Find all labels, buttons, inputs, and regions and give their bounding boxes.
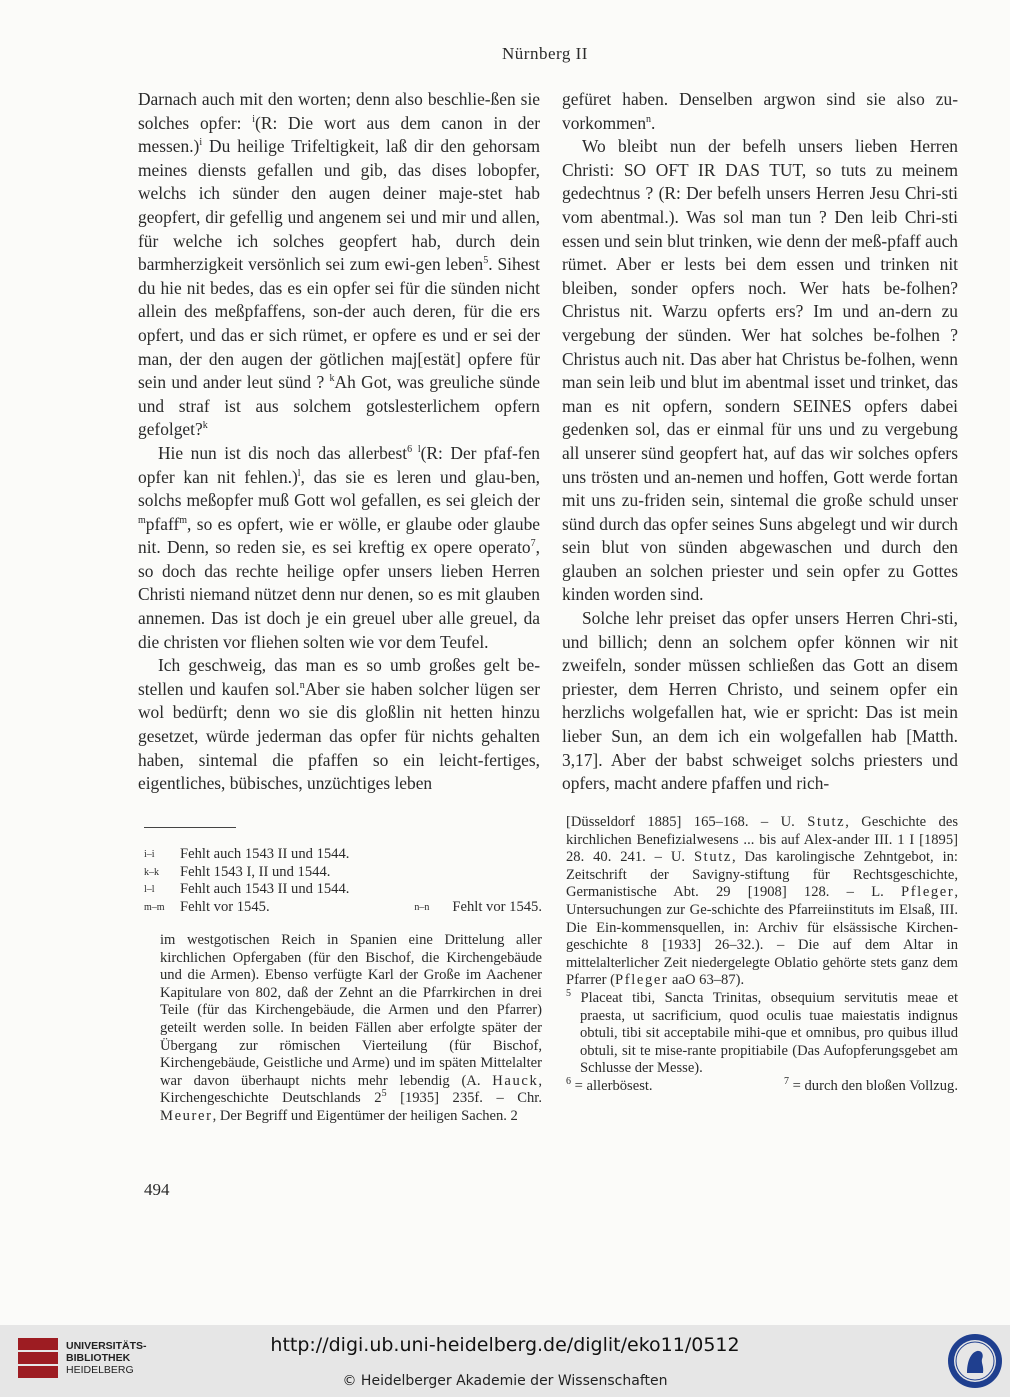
copyright-notice: © Heidelberger Akademie der Wissenschaften [342,1373,668,1389]
running-header: Nürnberg II [502,44,588,63]
main-text-left-column: Darnach auch mit den worten; denn also beschlie-ßen sie solches opfer: $^i$(R: Die wort aus dem canon in der messen.)$^i$ Du heilige Trifeltigkeit, laß dir den gehorsam meines diensts gefallen und gib, das dises lobopfer, welchs ich sünder den augen deiner maje-stet hab geopfert, dir gefellig und angenem sei und mir und allen, für welche ich solches geopfert hab, durch dein barmherzigkeit versönlich sei zum ewi-gen leben$^5$. Sihest du hie nit bedes, das es ein opfer sei für die sünden nicht allein des meßpfaffens, son-der auch deren, für die ers opfert, und das er sich rümet, er opfere es und er sei der man, der den augen der götlichen maj[estät] opfere für sein und ander leut sünd ? $^k$Ah Got, was greuliche sünde und straf ist aus solchem gotslesterlichem opfern gefolget?$^k$ Hie nun ist dis noch das allerbest$^{6 l}$(R: Der pfaf-fen opfer kan nit fehlen.)$^l$, das sie es leren und glau-ben, solchs meßopfer muß Gott wol gefallen, es sei gleich der $^m$pfaff$^m$, so es opfert, wie er wölle, er glaube oder glaube nit. Denn, so reden sie, es sei kreftig ex opere operato$^7$, so doch das rechte heilige opfer unsers lieben Herren Christi niemand nützet denn nur denen, so es mit glauben annemen. Das ist doch je ein greuel uber alle greuel, da die christen vor fliehen solten wie vor dem Teufel. Ich geschweig, das man es so umb großes gelt be-stellen und kaufen sol.$^n$Aber sie haben solcher lügen ser wol bedürft; denn wo sie dis gloßlin nit hetten hinzu gesetzet, würde jederman das opfer für nichts gehalten haben, sintemal die pfaffen so ein leicht-fertiges, eigentliches, bübisches, unzüchtiges leben [138,89,541,794]
footnote-left-column: im westgotischen Reich in Spanien eine Drittelung aller kirchlichen Opfergaben (für den Bischof, die Kirchengebäude und die Armen). Ebenso verfügte Karl der Große im Aachener Kapitulare von 802, daß der Zehnt an die Pfarrkirchen in drei Teile (für das Kirchengebäude, die Armen und den Pfarrer) geteilt werden solle. In beiden Fällen aber erfolgte später der Übergang zur römischen Vierteilung (für Bischof, Kirchengebäude, Geistliche und Arme) und im späten Mittelalter war davon überhaupt nichts mehr lebendig (A. Hauck, Kirchengeschichte Deutschlands $2^5$ [1935] 235f. – Chr. Meurer, Der Begriff und Eigentümer der heiligen Sachen. 2 [160,932,542,1124]
footnote-divider [144,827,236,828]
textual-notes: i–i Fehlt auch 1543 II und 1544. k–k Fehlt 1543 I, II und 1544. l–l Fehlt auch 1543 II und 1544. m–m Fehlt vor 1545. n–n Fehlt vor 1545. [144,846,542,915]
logo-line-1: UNIVERSITÄTS- [66,1340,147,1352]
main-text-right-column: gefüret haben. Denselben argwon sind sie also zu-vorkommen$^n$. Wo bleibt nun der befelh unsers lieben Herren Christi: SO OFT IR DAS TUT, so tuts zu meinem gedechtnus ? (R: Der befelh unsers Herren Jesu Chri-sti vom abentmal.). Was sol man tun ? Den leib Chri-sti essen und sein blut trinken, wie denn der meß-pfaff auch rümet. Aber er lests bei dem essen und trinken nit bleiben, sonder opfers noch. Wer hats be-folhen? Christus nit. Warzu opferts ers? Im und an-dern zu vergebung der sünden. Wer hat solches be-folhen ? Christus auch nit. Das aber hat Christus be-folhen, wenn man sein leib und blut im abentmal isset und trinket, das man es nit opfern, sondern SEINES opfers dabei gedenken sol, das er einmal für uns und zu vergebung all unserer sünd geopfert hat, auf das wir solches opfers uns trösten und an-nemen und hoffen, Gott werde fortan mit uns zu-friden sein, sintemal die große schuld unser sünd durch das opfer seines Suns abgelegt und wir durch sein blut von sünden abgewaschen und durch den glauben an solchen priester und sein opfer zu Gottes kinden worden sind. Solche lehr preiset das opfer unsers Herren Chri-sti, und billich; denn an solchem opfer können wir nit zweifeln, sonder müssen schließen das Gott an disem priester, dem Herren Christo, und seinem opfer ein herzlichs wolgefallen hat, wie er spricht: Das ist mein lieber Sun, an dem ich ein wolgefallen hab [Matth. 3,17]. Aber der babst schweiget solchs priesters und opfers, macht andere pfaffen und rich- [562,89,958,794]
logo-line-3: HEIDELBERG [66,1364,134,1376]
footnote-right-column: [Düsseldorf 1885] 165–168. – U. Stutz, Geschichte des kirchlichen Benefizialwesens ... bis auf Alex-ander III. 1 I [1895] 28. 40. 241. – U. Stutz, Das karolingische Zehntgebot, in: Zeitschrift der Savigny-stiftung für Rechtsgeschichte, Germanistische Abt. 29 [1908] 128. – L. Pfleger, Untersuchungen zur Ge-schichte des Pfarreiinstituts im Elsaß, III. Die Ein-kommensquellen, in: Archiv für elsässische Kirchen-geschichte 8 [1933] 26–32.). – Die auf dem Altar in mittelalterlicher Zeit niedergelegte Oblatio gehörte stets ganz dem Pfarrer (Pfleger aaO 63–87). $^5$ Placeat tibi, Sancta Trinitas, obsequium servitutis meae et praesta, ut sacrificium, quod oculis tuae maiestatis indignus obtuli, tibi sit acceptabile mihi-que et omnibus, pro quibus illud obtuli, sit te mise-rante propitiabile (Das Aufopferungsgebet am Schlusse der Messe). $^6$ = allerbösest. $^7$ = durch den bloßen Vollzug. [566,814,958,1094]
viewer-footer [0,1325,1010,1397]
university-seal-icon [947,1333,1003,1389]
page-number: 494 [144,1180,170,1199]
permalink-url[interactable]: http://digi.ub.uni-heidelberg.de/diglit/eko11/0512 [270,1334,740,1356]
logo-line-2: BIBLIOTHEK [66,1352,131,1364]
